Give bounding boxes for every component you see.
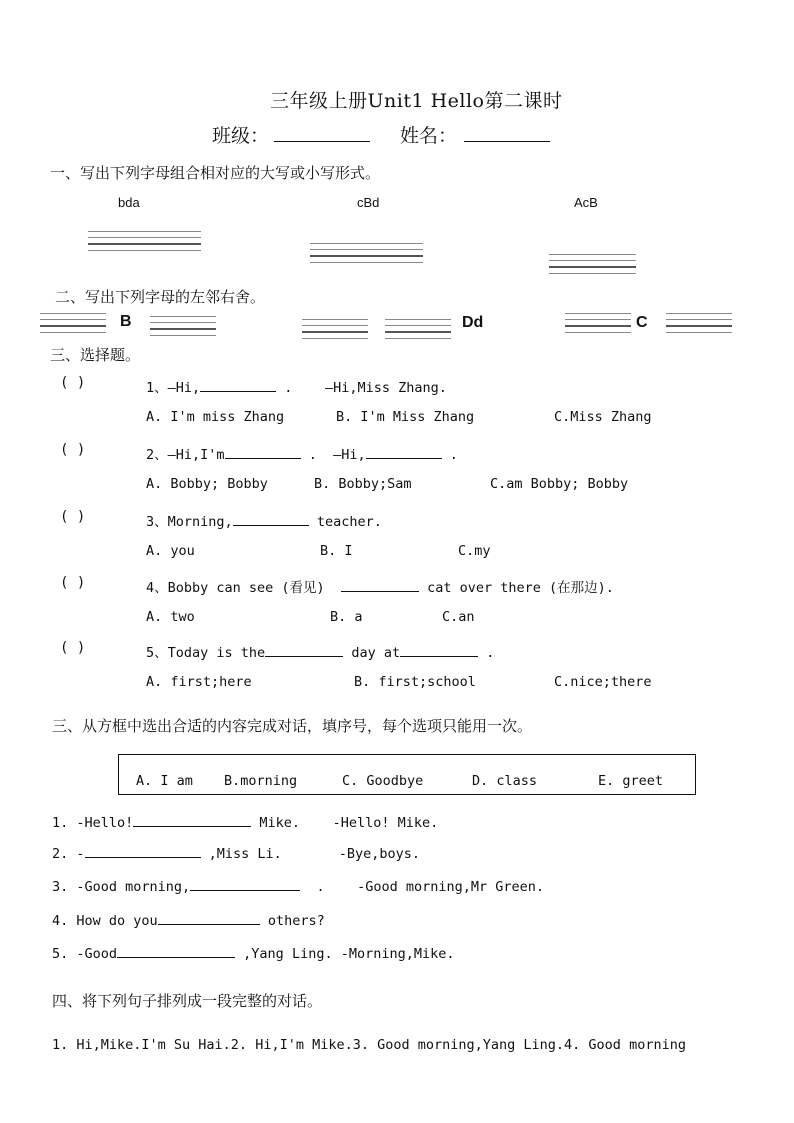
option-a[interactable]: A. I'm miss Zhang — [146, 409, 285, 425]
question-5 — [146, 641, 494, 661]
option-b[interactable]: B. a — [330, 609, 363, 625]
question-text: Bobby can see (看见) — [167, 580, 325, 596]
letter-group-1: bda — [118, 195, 140, 210]
dialog-text: ,Miss Li. — [208, 846, 282, 862]
answer-paren[interactable]: ( ) — [60, 640, 86, 656]
question-text: . — [308, 447, 317, 463]
answer-paren[interactable]: ( ) — [60, 575, 86, 591]
question-text: —Hi, — [167, 380, 201, 396]
answer-paren[interactable]: ( ) — [60, 509, 86, 525]
dialog-blank[interactable] — [133, 826, 251, 827]
letter-group-2: cBd — [357, 195, 380, 210]
question-text: . — [449, 447, 458, 463]
answer-paren[interactable]: ( ) — [60, 375, 86, 391]
option-b[interactable]: B. I'm Miss Zhang — [336, 409, 475, 425]
dialog-blank[interactable] — [190, 890, 300, 891]
dialog-text: 4. How do you — [52, 913, 158, 929]
question-3 — [146, 510, 382, 530]
question-text: day at — [351, 645, 401, 661]
question-text: teacher. — [316, 514, 382, 530]
class-blank[interactable] — [274, 141, 370, 142]
dialog-text: 2. - — [52, 846, 85, 862]
question-number: 4、 — [146, 580, 168, 596]
option-c[interactable]: C.Miss Zhang — [554, 409, 652, 425]
box-option-a: A. I am — [136, 773, 193, 789]
box-option-c: C. Goodbye — [342, 773, 424, 789]
question-blank[interactable] — [341, 591, 419, 592]
neighbor-letter-2: Dd — [462, 314, 484, 331]
neighbor-lines-1[interactable] — [40, 308, 106, 333]
dialog-line-5 — [52, 946, 455, 962]
dialog-text: others? — [267, 913, 325, 929]
neighbor-letter-3: C — [636, 314, 648, 331]
name-blank[interactable] — [464, 141, 550, 142]
neighbor-lines-2[interactable] — [150, 311, 216, 336]
question-number: 3、 — [146, 514, 168, 530]
option-b[interactable]: B. first;school — [354, 674, 476, 690]
dialog-line-1 — [52, 815, 438, 831]
class-label: 班级： — [212, 125, 270, 147]
writing-lines-2[interactable] — [310, 238, 423, 263]
option-b[interactable]: B. Bobby;Sam — [314, 476, 412, 492]
question-2 — [146, 443, 458, 463]
question-blank[interactable] — [225, 458, 301, 459]
dialog-blank[interactable] — [117, 957, 235, 958]
box-option-e: E. greet — [598, 773, 664, 789]
dialog-line-4 — [52, 913, 325, 929]
option-c[interactable]: C.am Bobby; Bobby — [490, 476, 629, 492]
box-option-d: D. class — [472, 773, 538, 789]
dialog-text: -Morning,Mike. — [340, 946, 455, 962]
name-label: 姓名： — [400, 125, 458, 147]
section2-heading: 二、写出下列字母的左邻右舍。 — [55, 288, 266, 306]
section1-heading: 一、写出下列字母组合相对应的大写或小写形式。 — [50, 164, 381, 182]
question-1 — [146, 376, 447, 396]
dialog-line-2 — [52, 846, 420, 862]
option-a[interactable]: A. first;here — [146, 674, 252, 690]
answer-paren[interactable]: ( ) — [60, 442, 86, 458]
question-text: . — [486, 645, 495, 661]
section4-heading: 三、从方框中选出合适的内容完成对话，填序号，每个选项只能用一次。 — [52, 717, 533, 735]
question-blank[interactable] — [366, 458, 442, 459]
section5-heading: 四、将下列句子排列成一段完整的对话。 — [52, 992, 323, 1010]
neighbor-lines-4[interactable] — [385, 314, 451, 339]
dialog-text: . — [316, 879, 325, 895]
question-number: 2、 — [146, 447, 168, 463]
question-text: . — [284, 380, 293, 396]
dialog-blank[interactable] — [85, 857, 201, 858]
question-blank[interactable] — [265, 656, 343, 657]
box-option-b: B.morning — [224, 773, 298, 789]
dialog-text: ,Yang Ling. — [243, 946, 333, 962]
option-b[interactable]: B. I — [320, 543, 353, 559]
question-text: cat over there (在那边). — [427, 580, 614, 596]
dialog-text: -Good morning,Mr Green. — [357, 879, 545, 895]
section3-heading: 三、选择题。 — [50, 346, 141, 364]
option-a[interactable]: A. you — [146, 543, 195, 559]
letter-group-3: AcB — [574, 195, 598, 210]
question-blank[interactable] — [233, 525, 309, 526]
question-text: Morning, — [167, 514, 233, 530]
question-text: —Hi,Miss Zhang. — [324, 380, 447, 396]
dialog-blank[interactable] — [158, 924, 260, 925]
neighbor-letter-1: B — [120, 313, 132, 330]
dialog-text: 1. -Hello! — [52, 815, 134, 831]
question-number: 1、 — [146, 380, 168, 396]
option-a[interactable]: A. Bobby; Bobby — [146, 476, 268, 492]
question-4 — [146, 576, 614, 596]
dialog-text: -Hello! Mike. — [332, 815, 439, 831]
question-text: —Hi,I'm — [167, 447, 225, 463]
neighbor-lines-6[interactable] — [666, 308, 732, 333]
writing-lines-1[interactable] — [88, 226, 201, 251]
option-a[interactable]: A. two — [146, 609, 195, 625]
neighbor-lines-3[interactable] — [302, 314, 368, 339]
option-c[interactable]: C.an — [442, 609, 475, 625]
dialog-text: 3. -Good morning, — [52, 879, 191, 895]
dialog-text: -Bye,boys. — [338, 846, 420, 862]
option-c[interactable]: C.nice;there — [554, 674, 652, 690]
question-text: —Hi, — [333, 447, 366, 463]
question-number: 5、 — [146, 645, 168, 661]
writing-lines-3[interactable] — [549, 249, 636, 274]
question-blank[interactable] — [200, 391, 276, 392]
neighbor-lines-5[interactable] — [565, 308, 631, 333]
dialog-text: 5. -Good — [52, 946, 118, 962]
sentences-text: 1. Hi,Mike.I'm Su Hai.2. Hi,I'm Mike.3. Good morning,Yang Ling.4. Good morning — [52, 1037, 686, 1053]
option-c[interactable]: C.my — [458, 543, 491, 559]
dialog-text: Mike. — [259, 815, 301, 831]
question-blank[interactable] — [400, 656, 478, 657]
question-text: Today is the — [167, 645, 266, 661]
page-title: 三年级上册Unit1 Hello第二课时 — [270, 90, 563, 112]
dialog-line-3 — [52, 879, 544, 895]
